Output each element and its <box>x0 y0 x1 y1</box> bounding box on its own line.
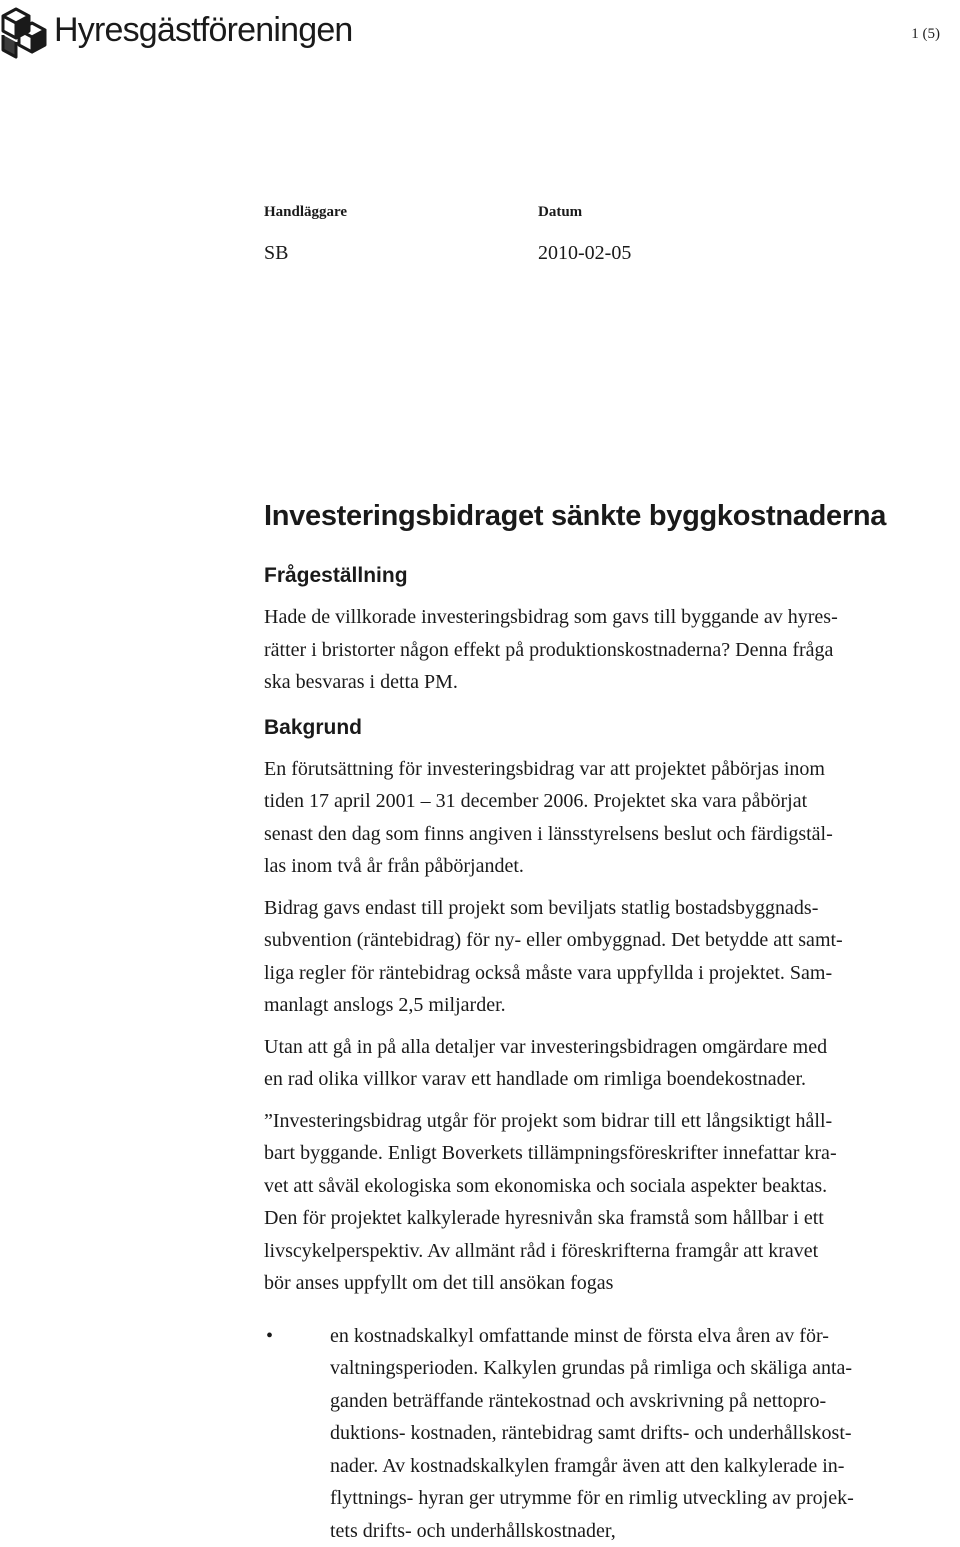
bullet-icon: • <box>266 1320 273 1353</box>
bullet-list <box>264 1320 944 1547</box>
paragraph: En förutsättning för investeringsbidrag var att projektet påbörjas inom tiden 17 april 2001 – 31 december 2006. Projektet ska vara påbörjat senast den dag som finns angiven i länsstyrelsens beslut och färdigstäl- las inom två år från påbörjandet. <box>264 753 944 883</box>
logo-text: Hyresgästföreningen <box>54 11 353 50</box>
section-heading: Bakgrund <box>264 713 944 743</box>
page-number: 1 (5) <box>911 26 940 43</box>
document-body <box>264 496 944 1547</box>
logo <box>0 2 353 60</box>
hyresgastforeningen-logo-icon <box>0 2 48 60</box>
paragraph: Utan att gå in på alla detaljer var investeringsbidragen omgärdare med en rad olika villkor varav ett handlade om rimliga boendekostnader. <box>264 1031 944 1096</box>
handlaggare-value: SB <box>264 242 288 265</box>
paragraph: Bidrag gavs endast till projekt som beviljats statlig bostadsbyggnads- subvention (räntebidrag) för ny- eller ombyggnad. Det betydde att samt- liga regler för räntebidrag också måste vara uppfyllda i projektet. Sam- manlagt anslogs 2,5 miljarder. <box>264 892 944 1022</box>
handlaggare-label: Handläggare <box>264 204 347 221</box>
section-heading: Frågeställning <box>264 561 944 591</box>
paragraph: ”Investeringsbidrag utgår för projekt som bidrar till ett långsiktigt håll- bart byggande. Enligt Boverkets tillämpningsföreskrifter innefattar kra- vet att såväl ekologiska som ekonomiska och sociala aspekter beaktas. Den för projektet kalkylerade hyresnivån ska framstå som hållbar i ett livscykelperspektiv. Av allmänt råd i föreskrifterna framgår att kravet bör anses uppfyllt om det till ansökan fogas <box>264 1105 944 1300</box>
list-item: • en kostnadskalkyl omfattande minst de första elva åren av för- valtningsperioden. Kalkylen grundas på rimliga och skäliga anta- ganden beträffande räntekostnad och avskrivning på nettopro- duktions- kostnaden, räntebidrag samt drifts- och underhållskost- nader. Av kostnadskalkylen framgår även att den kalkylerade in- flyttnings- hyran ger utrymme för en rimlig utveckling av projek- tets drifts- och underhållskostnader, <box>264 1320 944 1547</box>
datum-value: 2010-02-05 <box>538 242 631 265</box>
datum-label: Datum <box>538 204 582 221</box>
paragraph: Hade de villkorade investeringsbidrag som gavs till byggande av hyres- rätter i bristorter någon effekt på produktionskostnaderna? Denna fråga ska besvaras i detta PM. <box>264 601 944 699</box>
document-title: Investeringsbidraget sänkte byggkostnaderna <box>264 496 944 536</box>
